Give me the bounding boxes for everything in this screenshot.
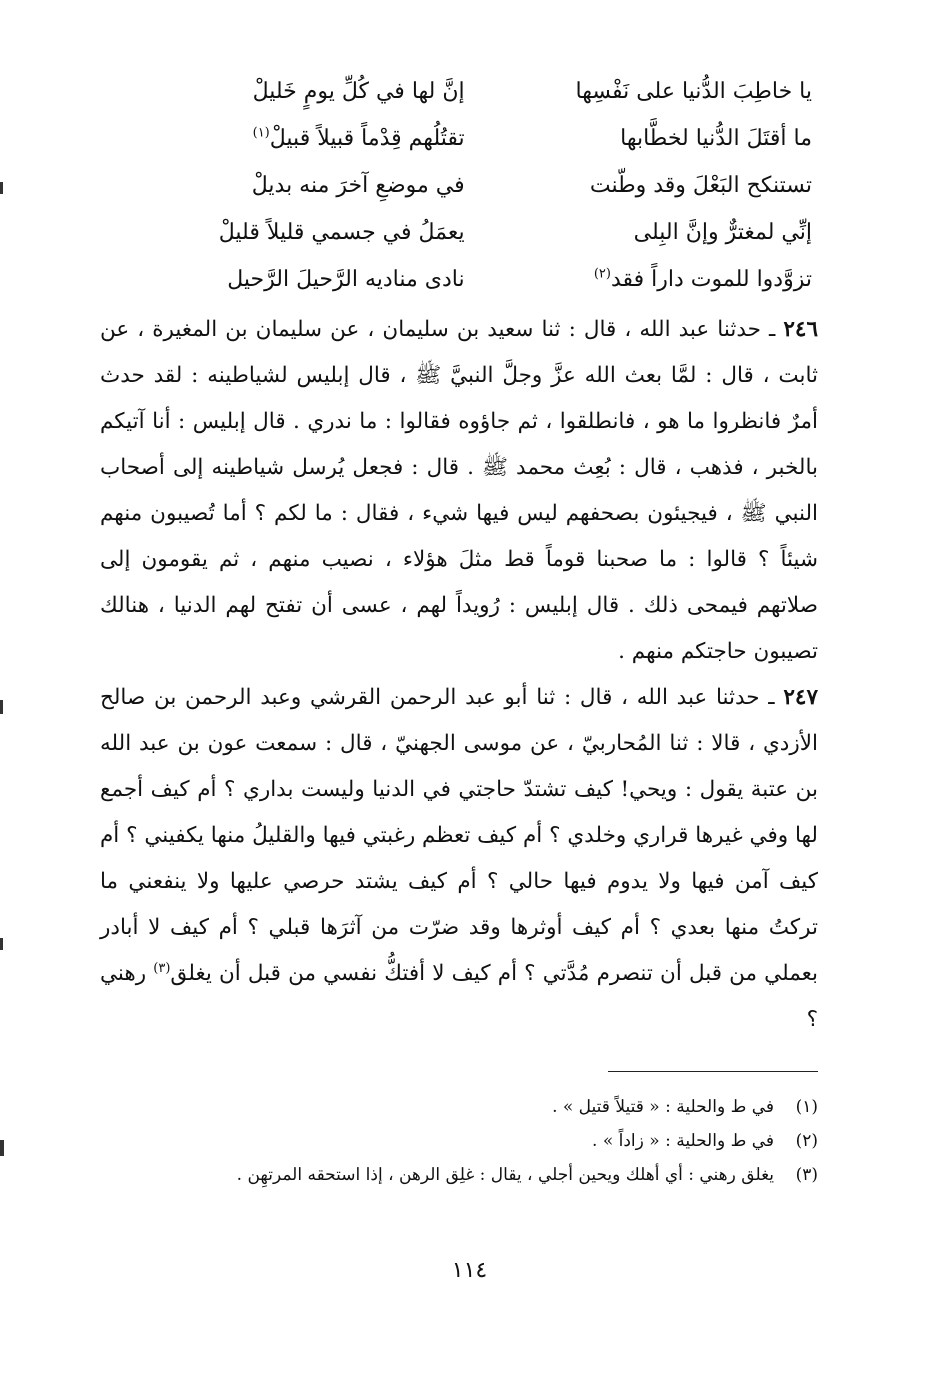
page-body xyxy=(100,68,818,1192)
narration-text: ـ حدثنا عبد الله ، قال : ثنا أبو عبد الرحمن القرشي وعبد الرحمن بن صالح الأزدي ، قالا : ثنا المُحاربيّ ، عن موسى الجهنيّ ، قال : سمعت عون بن عبد الله بن عتبة يقول : ويحي! كيف تشتدّ حاجتي في الدنيا وليست بداري ؟ أم كيف أجمع لها وفي غيرها قراري وخلدي ؟ أم كيف تعظم رغبتي فيها والقليلُ منها يكفيني ؟ أم كيف آمن فيها ولا يدوم فيها حالي ؟ أم كيف يشتد حرصي عليها ولا ينفعني ما تركتُ منها بعدي ؟ أم كيف أوثرها وقد ضرّت من آثرَها قبلي ؟ أم كيف لا أبادر بعملي من قبل أن تنصرم مُدَّتي ؟ أم كيف لا أفتكُّ نفسي من قبل أن يغلق xyxy=(99,685,818,986)
page-number: ١١٤ xyxy=(451,1258,488,1283)
footnote xyxy=(100,1158,818,1192)
narration-paragraph xyxy=(100,307,818,675)
poem-line xyxy=(144,68,812,115)
footnote-number: (١) xyxy=(795,1097,818,1117)
poem-line xyxy=(144,209,812,256)
poem-line xyxy=(144,256,812,303)
poem-second-hemistich: إنَّ لها في كُلِّ يومٍ خَليلْ xyxy=(252,79,465,104)
narration-number: ٢٤٧ xyxy=(783,685,818,710)
scan-edge-mark xyxy=(0,182,3,194)
poem-first-hemistich: إنِّي لمغترٌّ وإنَّ البِلى xyxy=(633,220,812,245)
footnote-text: يغلق رهني : أي أهلك ويحين أجلي ، يقال : غلِق الرهن ، إذا استحقه المرتهِن . xyxy=(236,1165,774,1185)
footnote xyxy=(100,1124,818,1158)
poem-second-hemistich: يعمَلُ في جسمي قليلاً قليلْ xyxy=(218,220,465,245)
poem-second-hemistich-with-note xyxy=(144,115,465,162)
scan-edge-mark xyxy=(0,1140,4,1156)
footnote-text: في ط والحلية : « زاداً » . xyxy=(592,1131,774,1151)
poem-line xyxy=(144,162,812,209)
footnote xyxy=(100,1090,818,1124)
poem-second-hemistich: تقتُلُهم قِدْماً قبيلاً قبيلْ xyxy=(269,126,465,151)
poem-second-hemistich: نادى مناديه الرَّحيلَ الرَّحيل xyxy=(227,267,465,292)
narration-text-tail: رهني ؟ xyxy=(100,961,818,1032)
poem-first-hemistich-with-note xyxy=(491,256,812,303)
narration-paragraph xyxy=(100,675,818,1043)
footnote-separator xyxy=(608,1071,818,1072)
poem-first-hemistich: تزوَّدوا للموت داراً فقد xyxy=(610,267,812,292)
poem-first-hemistich: تستنكح البَعْلَ وقد وطّنت xyxy=(589,173,812,198)
footnote-number: (٢) xyxy=(795,1131,818,1151)
footnotes xyxy=(100,1090,818,1192)
poem-first-hemistich: يا خاطِبَ الدُّنيا على نَفْسِها xyxy=(575,79,812,104)
scan-edge-mark xyxy=(0,938,3,950)
poem-line xyxy=(144,115,812,162)
poem-first-hemistich: ما أقتَلَ الدُّنيا لخطَّابها xyxy=(620,126,812,151)
footnote-ref-3: (٣) xyxy=(153,960,171,976)
footnote-ref-1: (١) xyxy=(252,125,270,141)
footnote-number: (٣) xyxy=(795,1165,818,1185)
poem xyxy=(144,68,812,303)
narration-number: ٢٤٦ xyxy=(783,317,818,342)
poem-second-hemistich: في موضعِ آخرَ منه بديلْ xyxy=(251,173,465,198)
scan-edge-mark xyxy=(0,700,3,714)
footnote-text: في ط والحلية : « قتيلاً قتيل » . xyxy=(552,1097,774,1117)
narration-text: ـ حدثنا عبد الله ، قال : ثنا سعيد بن سليمان ، عن سليمان بن المغيرة ، عن ثابت ، قال : لمَّا بعث الله عزَّ وجلَّ النبيَّ ﷺ ، قال إبليس لشياطينه : لقد حدث أمرٌ فانظروا ما هو ، فانطلقوا ، ثم جاؤوه فقالوا : ما ندري . قال إبليس : أنا آتيكم بالخبر ، فذهب ، قال : بُعِث محمد ﷺ . قال : فجعل يُرسل شياطينه إلى أصحاب النبي ﷺ ، فيجيئون بصحفهم ليس فيها شيء ، فقال : ما لكم ؟ أما تُصيبون منهم شيئاً ؟ قالوا : ما صحبنا قوماً قط مثلَ هؤلاء ، نصيب منهم ، ثم يقومون إلى صلاتهم فيمحى ذلك . قال إبليس : رُويداً لهم ، عسى أن تفتح لهم الدنيا ، هنالك تصيبون حاجتكم منهم . xyxy=(100,317,818,664)
footnote-ref-2: (٢) xyxy=(593,266,611,282)
